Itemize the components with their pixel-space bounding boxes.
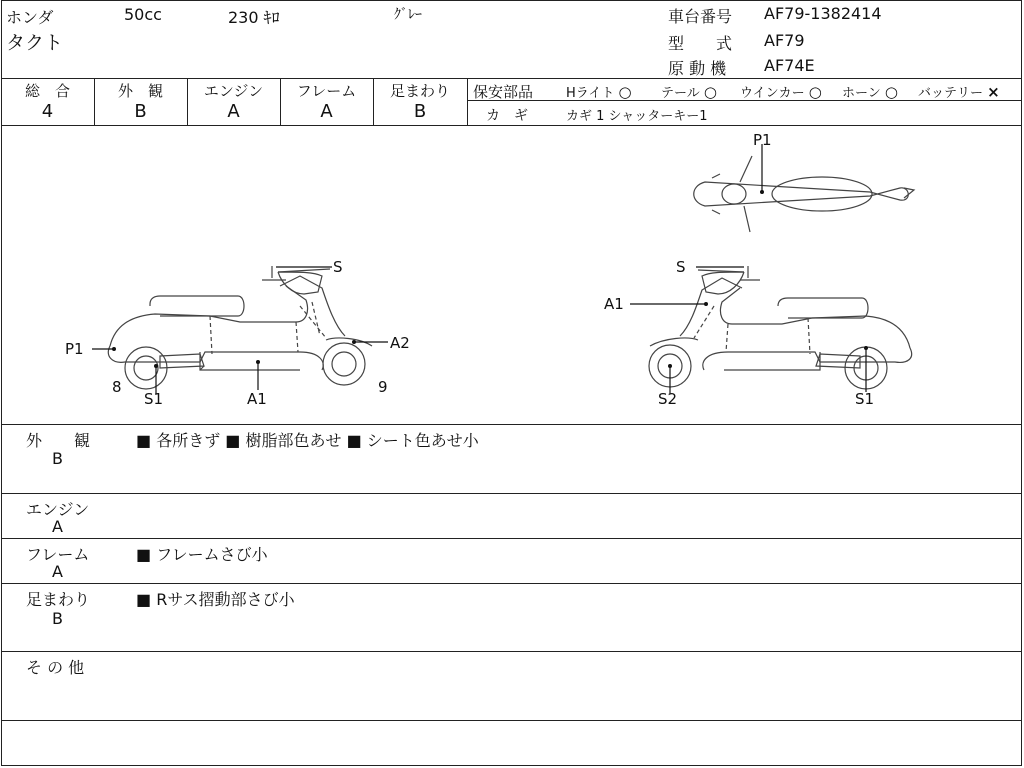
label-s1-right: S1 [855,390,875,408]
safety-item-battery: バッテリー × [918,83,1000,101]
grade-total-label: 総 合 [24,82,70,100]
label-s2: S2 [658,390,678,408]
safety-item-tail: テール ○ [661,83,717,101]
safety-item-horn: ホーン ○ [842,83,898,101]
scooter-left-view [108,266,372,389]
note-exterior-grade: B [52,449,63,468]
label-a1-left: A1 [247,390,267,408]
maker: ホンダ [6,8,54,27]
label-p1-top: P1 [753,131,772,149]
note-suspension-text: ■ Rサス摺動部さび小 [136,590,295,609]
type-value: AF79 [764,31,805,50]
safety-mark-tail: ○ [703,83,717,101]
label-s1-left: S1 [144,390,164,408]
note-suspension-title: 足まわり [26,590,91,609]
note-exterior-text: ■ 各所きず ■ 樹脂部色あせ ■ シート色あせ小 [136,431,479,450]
damage-diagram [0,126,1022,424]
grade-frame: A [320,101,333,122]
label-s-left: S [333,258,343,276]
model-name: タクト [6,32,64,54]
grade-exterior-label: 外 観 [117,82,163,100]
displacement: 50cc [124,5,162,24]
safety-item-winker: ウインカー ○ [740,83,822,101]
grade-frame-label: フレーム [296,82,357,100]
grade-exterior: B [134,101,147,122]
label-a1-right: A1 [604,295,624,313]
note-engine-title: エンジン [26,500,90,519]
note-frame-grade: A [52,562,63,581]
note-engine-grade: A [52,517,63,536]
note-exterior-title: 外 観 [26,431,91,450]
grade-total: 4 [41,101,54,122]
grade-engine: A [227,101,240,122]
frame-no: AF79-1382414 [764,4,882,23]
scooter-right-view [649,266,912,389]
grade-suspension-label: 足まわり [389,82,450,100]
note-other-title: そ の 他 [26,658,85,677]
label-8: 8 [112,378,122,396]
mileage: 230 ｷﾛ [228,8,280,27]
safety-mark-winker: ○ [808,83,822,101]
engine-value: AF74E [764,56,815,75]
key-label: カ ギ [486,108,528,124]
safety-mark-battery: × [987,83,1000,101]
note-frame-text: ■ フレームさび小 [136,545,268,564]
safety-mark-horn: ○ [884,83,898,101]
frame-no-label: 車台番号 [668,7,733,26]
scooter-top-view [694,156,914,232]
note-frame-title: フレーム [26,545,90,564]
safety-mark-headlight: ○ [618,83,632,101]
safety-item-headlight: Hライト ○ [566,83,632,101]
color: ｸﾞﾚｰ [394,7,422,23]
grade-suspension: B [413,101,427,122]
type-label: 型 式 [668,34,733,53]
safety-title: 保安部品 [473,83,534,101]
note-suspension-grade: B [52,609,63,628]
grade-engine-label: エンジン [203,82,264,100]
engine-label: 原 動 機 [668,59,727,78]
label-s-right: S [676,258,686,276]
key-value: カギ 1 シャッターキー1 [566,109,708,124]
label-p1-left: P1 [65,340,84,358]
label-9: 9 [378,378,388,396]
label-a2: A2 [390,334,410,352]
